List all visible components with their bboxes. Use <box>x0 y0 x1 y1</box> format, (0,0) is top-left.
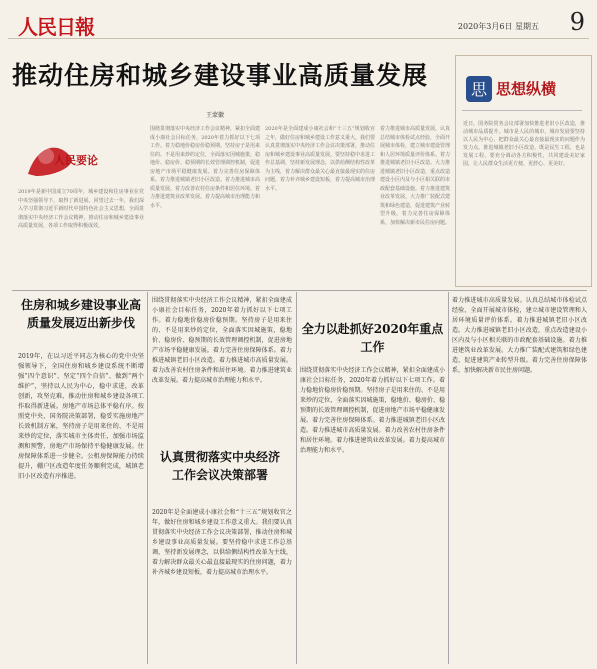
intro-paragraph: 2019年是新中国成立70周年，城乡建设和住房事业在党中央坚强领导下，取得了新进展。回望过去一年，我们深入学习贯彻习近平新时代中国特色社会主义思想，全面贯彻落实中央经济工作会议精神，推动住房和城乡建设事业高质量发展，各项工作取得积极成效。 <box>18 189 144 229</box>
body-column-2: 2020年是全面建成小康社会和“十三五”规划收官之年，做好住房和城乡建设工作意义重大。我们要认真贯彻落实中央经济工作会议决策部署，推动住房和城乡建设事业高质量发展。要坚持稳中求进工作总基调，坚持新发展理念，以供给侧结构性改革为主线，着力解决群众最关心最直接最现实的住房问题，着力补齐城乡建设短板，着力提高城市治理水平。 <box>265 126 375 192</box>
column-rule-3 <box>448 292 449 664</box>
section2-text: 2020年是全面建成小康社会和“十三五”规划收官之年，做好住房和城乡建设工作意义重大。我们要认真贯彻落实中央经济工作会议决策部署，推动住房和城乡建设事业高质量发展。要坚持稳中求进工作总基调，坚持新发展理念，以供给侧结构性改革为主线，着力解决群众最关心最直接最现实的住房问题，着力补齐城乡建设短板，着力提高城市治理水平。 <box>152 509 292 576</box>
svg-text:思: 思 <box>470 80 488 99</box>
section1-text: 2019年，在以习近平同志为核心的党中央坚强领导下，全国住房和城乡建设系统不断增强“四个意识”、坚定“四个自信”、做到“两个维护”，坚持以人民为中心，稳中求进，改革创新，攻坚克难，推动住房和城乡建设各项工作取得新进展。房地产市场总体平稳有序。按照党中央、国务院决策部署，稳妥实施房地产长效机制方案，坚持房子是用来住的、不是用来炒的定位，落实城市主体责任，加强市场监测和预警，房地产市场保持平稳健康发展。住房保障体系进一步健全。公租房保障能力持续提升，棚户区改造年度任务顺利完成，城镇老旧小区改造有序推进。 <box>18 353 144 480</box>
byline: 王蒙徽 <box>206 112 225 119</box>
main-headline: 推动住房和城乡建设事业高质量发展 <box>12 61 429 90</box>
column-box-body: 近日，国务院常务会议部署加快推进老旧小区改造，推动城市品质提升。城市是人民的城市，城市发展要坚持以人民为中心，把群众最关心最直接最现实的问题作为发力点。推进城镇老旧小区改造，既是民生工程，也是发展工程，要充分调动各方积极性，共同建设美好家园，让人民群众生活更方便、更舒心、更美好。 <box>463 121 585 167</box>
lower-column-1: 围绕贯彻落实中央经济工作会议精神，紧扣全面建成小康社会目标任务，2020年着力抓好以下七项工作。着力稳地价稳房价稳预期。坚持房子是用来住的、不是用来炒的定位，全面落实因城施策，稳地价、稳房价、稳预期的长效管理调控机制，促进房地产市场平稳健康发展。着力完善住房保障体系。着力推进城镇老旧小区改造。着力推进城市高质量发展。着力改善农村住房条件和居住环境。着力推进建筑业改革发展。着力提高城市治理能力和水平。 <box>152 297 292 384</box>
column-rule-2 <box>296 292 297 664</box>
body-column-3: 着力推进城市高质量发展。认真总结城市体检试点经验，全面开展城市体检，建立城市建设管理和人居环境质量评价体系。着力推进城镇老旧小区改造。大力推进城镇老旧小区改造，重点改造建设小区内及与小区相关联的市政配套基础设施。着力推进建筑业改革发展。大力推广装配式建筑和绿色建造，促进建筑产业转型升级。着力完善住房保障体系，加快解决新市民住房问题。 <box>380 126 450 226</box>
column-box-title: 思想纵横 <box>496 80 557 98</box>
column-logo-icon <box>464 74 494 104</box>
badge-text: 人民要论 <box>54 154 98 167</box>
page-number: 9 <box>569 8 585 36</box>
renmin-yaolun-badge <box>18 136 128 182</box>
column-rule-1 <box>147 292 148 664</box>
column-box-header <box>462 70 582 111</box>
section2-title: 认真贯彻落实中央经济工作会议决策部署 <box>160 450 281 482</box>
newspaper-logo: 人民日報 <box>18 15 94 39</box>
section3-title: 全力以赴抓好2020年重点工作 <box>301 322 444 354</box>
lower-right-column: 着力推进城市高质量发展。认真总结城市体检试点经验，全面开展城市体检，建立城市建设管理和人居环境质量评价体系。着力推进城镇老旧小区改造。大力推进城镇老旧小区改造，重点改造建设小区内及与小区相关联的市政配套基础设施。着力推进建筑业改革发展。大力推广装配式建筑和绿色建造，促进建筑产业转型升级。着力完善住房保障体系，加快解决新市民住房问题。 <box>452 297 587 374</box>
section1-title: 住房和城乡建设事业高质量发展迈出新步伐 <box>20 298 141 330</box>
section3-text: 围绕贯彻落实中央经济工作会议精神，紧扣全面建成小康社会目标任务，2020年着力抓好以下七项工作。着力稳地价稳房价稳预期。坚持房子是用来住的、不是用来炒的定位，全面落实因城施策，稳地价、稳房价、稳预期的长效管理调控机制，促进房地产市场平稳健康发展。着力完善住房保障体系。着力推进城镇老旧小区改造。着力推进城市高质量发展。着力改善农村住房条件和居住环境。着力推进建筑业改革发展。着力提高城市治理能力和水平。 <box>300 367 445 454</box>
masthead <box>8 8 589 39</box>
dateline: 2020年3月6日 星期五 <box>457 22 539 31</box>
body-column-1: 围绕贯彻落实中央经济工作会议精神，紧扣全面建成小康社会目标任务，2020年着力抓好以下七项工作。着力稳地价稳房价稳预期。坚持房子是用来住的、不是用来炒的定位，全面落实因城施策，稳地价、稳房价、稳预期的长效管理调控机制，促进房地产市场平稳健康发展。着力完善住房保障体系。着力推进城镇老旧小区改造。着力推进城市高质量发展。着力改善农村住房条件和居住环境。着力推进建筑业改革发展。着力提高城市治理能力和水平。 <box>150 126 260 209</box>
section-divider <box>12 290 587 291</box>
